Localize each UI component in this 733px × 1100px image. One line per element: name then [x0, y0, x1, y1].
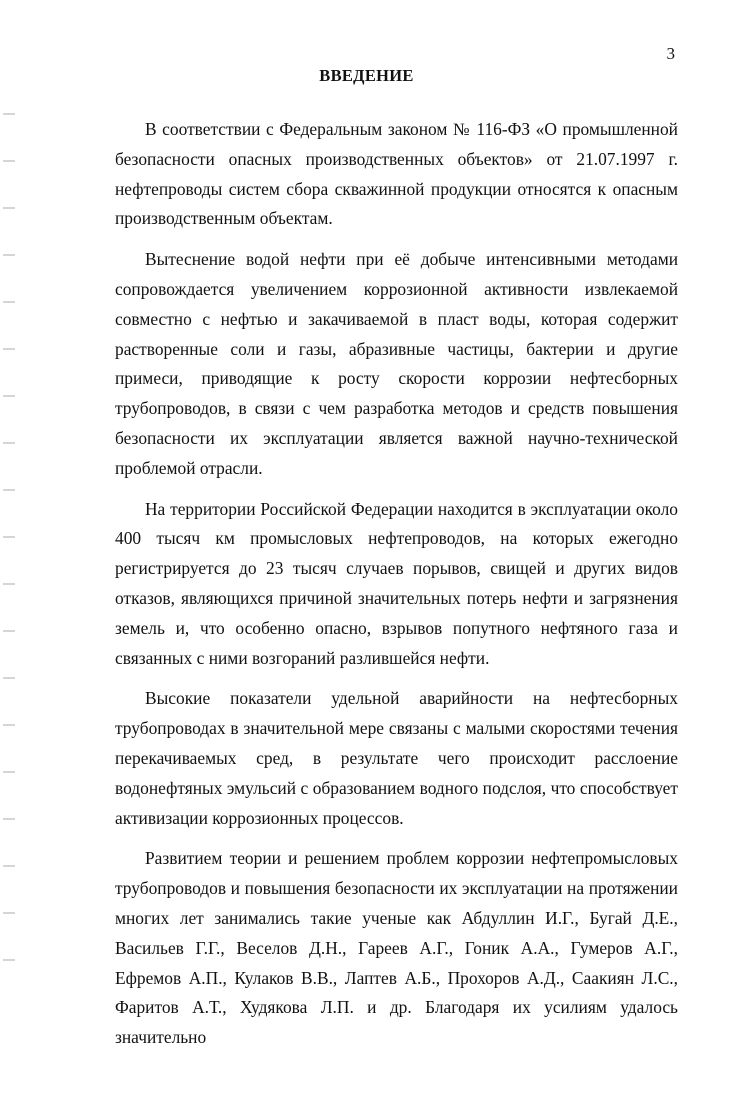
paragraph: На территории Российской Федерации находится в эксплуатации около 400 тысяч км промысловых нефтепроводов, на которых ежегодно регистрируется до 23 тысяч случаев порывов, свищей и других видов отказов, являющихся причиной значительных потерь нефти и загрязнения земель и, что особенно опасно, взрывов попутного нефтяного газа и связанных с ними возгораний разлившейся нефти.	[115, 498, 678, 668]
paragraph: Вытеснение водой нефти при её добыче интенсивными методами сопровождается увеличением коррозионной активности извлекаемой совместно с нефтью и закачиваемой в пласт воды, которая содержит растворенные соли и газы, абразивные частицы, бактерии и другие примеси, приводящие к росту скорости коррозии нефтесборных трубопроводов, в связи с чем разработка методов и средств повышения безопасности их эксплуатации является важной научно-технической проблемой отрасли.	[115, 249, 678, 478]
paragraph: В соответствии с Федеральным законом № 116-ФЗ «О промышленной безопасности опасных производственных объектов» от 21.07.1997 г. нефтепроводы систем сбора скважинной продукции относятся к опасным производственным объектам.	[115, 119, 678, 229]
page-heading: ВВЕДЕНИЕ	[319, 66, 414, 85]
scan-margin-marks	[3, 95, 15, 995]
paragraph: Высокие показатели удельной аварийности на нефтесборных трубопроводах в значительной мере связаны с малыми скоростями течения перекачиваемых сред, в результате чего происходит расслоение водонефтяных эмульсий с образованием водного подслоя, что способствует активизации коррозионных процессов.	[115, 688, 678, 828]
body-text	[115, 115, 678, 1064]
paragraph: Развитием теории и решением проблем коррозии нефтепромысловых трубопроводов и повышения безопасности их эксплуатации на протяжении многих лет занимались такие ученые как Абдуллин И.Г., Бугай Д.Е., Васильев Г.Г., Веселов Д.Н., Гареев А.Г., Гоник А.А., Гумеров А.Г., Ефремов А.П., Кулаков В.В., Лаптев А.Б., Прохоров А.Д., Саакиян Л.С., Фаритов А.Т., Худякова Л.П. и др. Благодаря их усилиям удалось значительно	[115, 848, 678, 1048]
page-number: 3	[666, 44, 675, 63]
